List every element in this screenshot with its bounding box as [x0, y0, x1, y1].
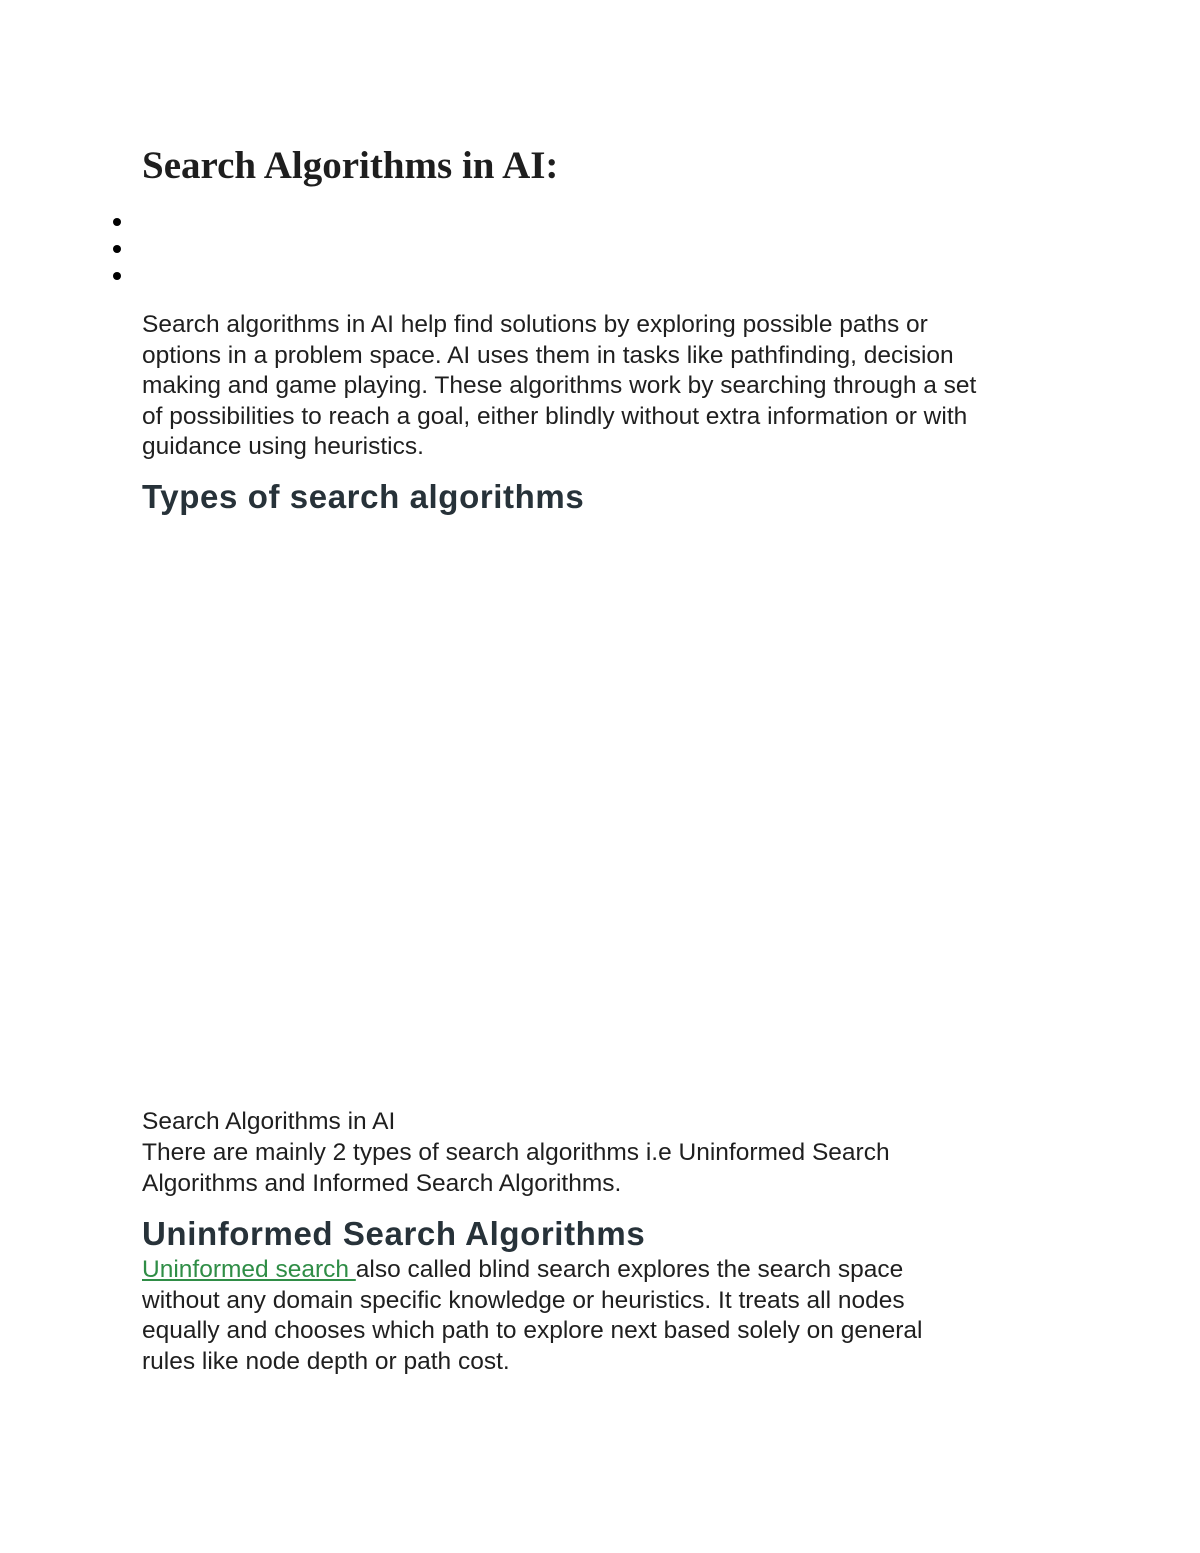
image-caption: Search Algorithms in AI: [142, 1108, 396, 1135]
page-title: Search Algorithms in AI:: [142, 144, 559, 187]
uninformed-paragraph: [142, 1255, 922, 1377]
image-placeholder: [142, 530, 1042, 1090]
uninformed-heading: Uninformed Search Algorithms: [142, 1215, 646, 1252]
uninformed-line: without any domain specific knowledge or heuristics. It treats all nodes: [142, 1286, 905, 1314]
intro-line: making and game playing. These algorithms work by searching through a set: [142, 372, 977, 399]
bullet-icon: [113, 218, 121, 226]
intro-line: of possibilities to reach a goal, either blindly without extra information or with: [142, 402, 968, 430]
types-line: There are mainly 2 types of search algorithms i.e Uninformed Search: [142, 1139, 890, 1166]
uninformed-line: also called blind search explores the search space: [355, 1256, 904, 1283]
intro-line: guidance using heuristics.: [142, 433, 424, 460]
intro-line: Search algorithms in AI help find solutions by exploring possible paths or: [142, 311, 928, 338]
types-paragraph: [142, 1138, 890, 1199]
bullet-icon: [113, 272, 121, 280]
uninformed-search-link[interactable]: Uninformed search: [142, 1256, 356, 1283]
bullet-icon: [113, 245, 121, 253]
uninformed-line: equally and chooses which path to explore next based solely on general: [142, 1317, 923, 1344]
types-line: Algorithms and Informed Search Algorithms.: [142, 1169, 622, 1197]
intro-paragraph: [142, 310, 976, 463]
intro-line: options in a problem space. AI uses them in tasks like pathfinding, decision: [142, 341, 954, 369]
uninformed-line: rules like node depth or path cost.: [142, 1347, 510, 1375]
types-heading: Types of search algorithms: [142, 478, 585, 515]
